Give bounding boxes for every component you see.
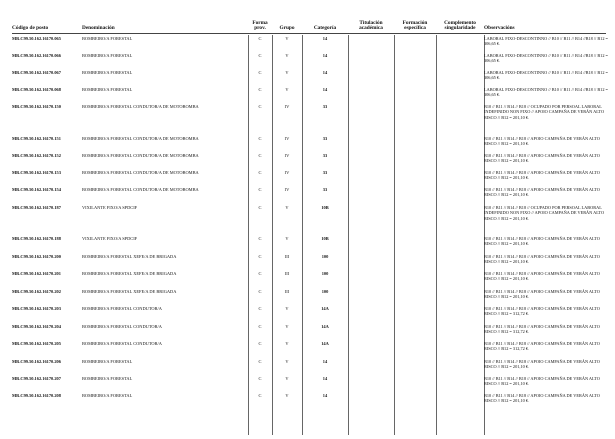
cell-grupo: IV (284, 170, 290, 175)
cell-categoria: 14 (322, 393, 328, 398)
cell-denominacion: BOMBEIRO/A FORESTAL (82, 393, 133, 398)
column-divider (348, 35, 349, 435)
cell-forma: C (258, 393, 262, 398)
cell-denominacion: VIXILANTE FIXO/A SPDCIF (82, 236, 138, 241)
cell-denominacion: BOMBEIRO/A FORESTAL CONDUTOR/A (82, 306, 162, 311)
cell-observaciones: B10 // B11 // B14 // B18 // APOIO CAMPAÑA DE VERÁN ALTO RISCO // B12 = 201,10 €. (484, 187, 600, 198)
cell-grupo: V (285, 53, 289, 58)
header-grupo: Grupo (279, 25, 295, 32)
column-divider (302, 35, 303, 435)
cell-forma: C (258, 341, 262, 346)
cell-observaciones: B10 // B11 // B14 // B18 // APOIO CAMPAÑA DE VERÁN ALTO RISCO // B12 = 201,10 €. (484, 153, 600, 164)
column-divider (272, 35, 273, 435)
cell-observaciones: LABORAL FIXO-DESCONTINNO // B10 // B11 // B14 //B18 // B12 = 306,65 €. (484, 87, 608, 98)
cell-denominacion: BOMBEIRO/A FORESTAL CONDUTOR/A DE MOTOBOMBA (82, 170, 199, 175)
cell-forma: C (258, 359, 262, 364)
cell-categoria: 14 (322, 53, 328, 58)
column-divider (394, 35, 395, 435)
cell-observaciones: B10 // B11 // B14 // B18 // APOIO CAMPAÑA DE VERÁN ALTO RISCO // B12 = 201,10 €. (484, 236, 600, 247)
cell-observaciones: B10 // B11 // B14 // B18 // APOIO CAMPAÑA DE VERÁN ALTO RISCO // B12 = 312,72 €. (484, 341, 600, 352)
cell-codigo: MR.C99.50.162.16170.201 (12, 271, 61, 276)
header-complemento: Complemento singularidade (444, 19, 476, 32)
cell-codigo: MR.C99.50.162.16170.151 (12, 136, 61, 141)
cell-forma: C (258, 36, 262, 41)
cell-categoria: 14 (322, 87, 328, 92)
cell-codigo: MR.C99.50.162.16170.150 (12, 104, 61, 109)
cell-forma: C (258, 324, 262, 329)
cell-forma: C (258, 187, 262, 192)
cell-codigo: MR.C99.50.162.16170.205 (12, 341, 61, 346)
cell-observaciones: B10 // B11 // B14 // B18 // APOIO CAMPAÑA DE VERÁN ALTO RISCO // B12 = 201,10 €. (484, 393, 600, 404)
cell-forma: C (258, 136, 262, 141)
cell-grupo: III (284, 254, 290, 259)
cell-categoria: 33 (322, 170, 328, 175)
cell-observaciones: B10 // B11 // B14 // B18 // APOIO CAMPAÑA DE VERÁN ALTO RISCO // B12 = 201,10 €. (484, 254, 600, 265)
header-formacion: Formación específica (402, 19, 428, 32)
cell-categoria: 14 (322, 70, 328, 75)
header-divider (12, 33, 606, 34)
cell-codigo: MR.C99.50.162.16170.187 (12, 205, 61, 210)
cell-grupo: V (285, 341, 289, 346)
cell-observaciones: LABORAL FIXO-DESCONTINNO // B10 // B11 // B14 //B18 // B12 = 306,65 €. (484, 53, 608, 64)
cell-forma: C (258, 289, 262, 294)
cell-denominacion: VIXILANTE FIXO/A SPDCIF (82, 205, 138, 210)
header-observaciones: Observacións (484, 25, 515, 32)
cell-denominacion: BOMBEIRO/A FORESTAL (82, 376, 133, 381)
cell-forma: C (258, 87, 262, 92)
cell-observaciones: B10 // B11 // B14 // B18 // APOIO CAMPAÑA DE VERÁN ALTO RISCO // B12 = 312,72 €. (484, 306, 600, 317)
column-divider (436, 35, 437, 435)
cell-observaciones: LABORAL FIXO-DESCONTINNO // B10 // B11 // B14 //B18 // B12 = 306,65 €. (484, 70, 608, 81)
cell-categoria: 10B (321, 236, 329, 241)
header-titulacion: Titulación académica (359, 19, 383, 32)
cell-codigo: MR.C99.50.162.16170.068 (12, 87, 61, 92)
cell-forma: C (258, 53, 262, 58)
cell-codigo: MR.C99.50.162.16170.208 (12, 393, 61, 398)
cell-grupo: V (285, 376, 289, 381)
cell-grupo: IV (284, 104, 290, 109)
cell-categoria: 14 (322, 36, 328, 41)
cell-categoria: 100 (321, 271, 329, 276)
cell-forma: C (258, 205, 262, 210)
cell-categoria: 33 (322, 104, 328, 109)
cell-codigo: MR.C99.50.162.16170.067 (12, 70, 61, 75)
cell-forma: C (258, 170, 262, 175)
cell-codigo: MR.C99.50.162.16170.206 (12, 359, 61, 364)
cell-observaciones: B10 // B11 // B14 // B18 // APOIO CAMPAÑA DE VERÁN ALTO RISCO // B12 = 201,10 €. (484, 376, 600, 387)
cell-categoria: 14A (321, 341, 329, 346)
cell-observaciones: LABORAL FIXO-DESCONTINNO // B10 // B11 // B14 //B18 // B12 = 306,65 €. (484, 36, 608, 47)
cell-codigo: MR.C99.50.162.16170.154 (12, 187, 61, 192)
cell-grupo: V (285, 36, 289, 41)
cell-forma: C (258, 254, 262, 259)
cell-observaciones: B10 // B11 // B14 // B18 // APOIO CAMPAÑA DE VERÁN ALTO RISCO // B12 = 201,10 €. (484, 271, 600, 282)
cell-denominacion: BOMBEIRO/A FORESTAL XEFE/A DE BRIGADA (82, 289, 177, 294)
cell-grupo: V (285, 70, 289, 75)
cell-codigo: MR.C99.50.162.16170.152 (12, 153, 61, 158)
column-divider (248, 35, 249, 435)
header-denominacion: Denominación (82, 25, 115, 32)
cell-codigo: MR.C99.50.162.16170.153 (12, 170, 61, 175)
cell-forma: C (258, 376, 262, 381)
cell-categoria: 10B (321, 205, 329, 210)
cell-grupo: V (285, 87, 289, 92)
cell-codigo: MR.C99.50.162.16170.066 (12, 53, 61, 58)
cell-forma: C (258, 236, 262, 241)
cell-codigo: MR.C99.50.162.16170.065 (12, 36, 61, 41)
cell-observaciones: B10 // B11 // B14 // B18 // APOIO CAMPAÑA DE VERÁN ALTO RISCO // B12 = 201,10 €. (484, 359, 600, 370)
header-categoria: Categoría (313, 25, 337, 32)
cell-denominacion: BOMBEIRO/A FORESTAL CONDUTOR/A (82, 324, 162, 329)
cell-denominacion: BOMBEIRO/A FORESTAL (82, 87, 133, 92)
cell-forma: C (258, 271, 262, 276)
cell-observaciones: B10 // B11 // B14 // B18 // OCUPADO POR PERSOAL LABORAL INDEFINIDO NON FIXO // APOIO CAMPAÑA DE VERÁN ALTO RISCO // B12 = 201,10 €. (484, 205, 605, 221)
cell-forma: C (258, 104, 262, 109)
cell-observaciones: B10 // B11 // B14 // B18 // OCUPADO POR PERSOAL LABORAL INDEFINIDO NON FIXO // APOIO CAMPAÑA DE VERÁN ALTO RISCO // B12 = 201,10 €. (484, 104, 605, 120)
cell-denominacion: BOMBEIRO/A FORESTAL (82, 70, 133, 75)
cell-denominacion: BOMBEIRO/A FORESTAL XEFE/A DE BRIGADA (82, 254, 177, 259)
cell-denominacion: BOMBEIRO/A FORESTAL CONDUTOR/A DE MOTOBOMBA (82, 136, 199, 141)
cell-denominacion: BOMBEIRO/A FORESTAL CONDUTOR/A DE MOTOBOMBA (82, 187, 199, 192)
cell-denominacion: BOMBEIRO/A FORESTAL (82, 36, 133, 41)
cell-codigo: MR.C99.50.162.16170.202 (12, 289, 61, 294)
cell-grupo: V (285, 359, 289, 364)
header-codigo: Código de posto (12, 25, 49, 32)
cell-codigo: MR.C99.50.162.16170.203 (12, 306, 61, 311)
cell-grupo: IV (284, 187, 290, 192)
cell-grupo: V (285, 324, 289, 329)
cell-denominacion: BOMBEIRO/A FORESTAL CONDUTOR/A DE MOTOBOMBA (82, 104, 199, 109)
cell-observaciones: B10 // B11 // B14 // B18 // APOIO CAMPAÑA DE VERÁN ALTO RISCO // B12 = 201,10 €. (484, 170, 600, 181)
cell-codigo: MR.C99.50.162.16170.207 (12, 376, 61, 381)
cell-grupo: IV (284, 136, 290, 141)
cell-grupo: IV (284, 153, 290, 158)
cell-codigo: MR.C99.50.162.16170.204 (12, 324, 61, 329)
cell-grupo: III (284, 271, 290, 276)
cell-denominacion: BOMBEIRO/A FORESTAL XEFE/A DE BRIGADA (82, 271, 177, 276)
cell-categoria: 14A (321, 306, 329, 311)
cell-categoria: 100 (321, 254, 329, 259)
cell-observaciones: B10 // B11 // B14 // B18 // APOIO CAMPAÑA DE VERÁN ALTO RISCO // B12 = 201,10 €. (484, 289, 600, 300)
cell-categoria: 33 (322, 136, 328, 141)
cell-observaciones: B10 // B11 // B14 // B18 // APOIO CAMPAÑA DE VERÁN ALTO RISCO // B12 = 201,10 €. (484, 136, 600, 147)
cell-codigo: MR.C99.50.162.16170.200 (12, 254, 61, 259)
cell-categoria: 33 (322, 153, 328, 158)
cell-grupo: III (284, 289, 290, 294)
cell-grupo: V (285, 393, 289, 398)
cell-categoria: 33 (322, 187, 328, 192)
cell-observaciones: B10 // B11 // B14 // B18 // APOIO CAMPAÑA DE VERÁN ALTO RISCO // B12 = 312,72 €. (484, 324, 600, 335)
cell-grupo: V (285, 236, 289, 241)
cell-codigo: MR.C99.50.162.16170.188 (12, 236, 61, 241)
cell-denominacion: BOMBEIRO/A FORESTAL (82, 53, 133, 58)
cell-grupo: V (285, 205, 289, 210)
cell-denominacion: BOMBEIRO/A FORESTAL CONDUTOR/A (82, 341, 162, 346)
cell-categoria: 14A (321, 324, 329, 329)
header-forma: Forma prov. (252, 19, 268, 32)
cell-denominacion: BOMBEIRO/A FORESTAL (82, 359, 133, 364)
cell-forma: C (258, 70, 262, 75)
cell-grupo: V (285, 306, 289, 311)
cell-forma: C (258, 153, 262, 158)
cell-categoria: 14 (322, 376, 328, 381)
cell-forma: C (258, 306, 262, 311)
cell-categoria: 100 (321, 289, 329, 294)
cell-categoria: 14 (322, 359, 328, 364)
cell-denominacion: BOMBEIRO/A FORESTAL CONDUTOR/A DE MOTOBOMBA (82, 153, 199, 158)
